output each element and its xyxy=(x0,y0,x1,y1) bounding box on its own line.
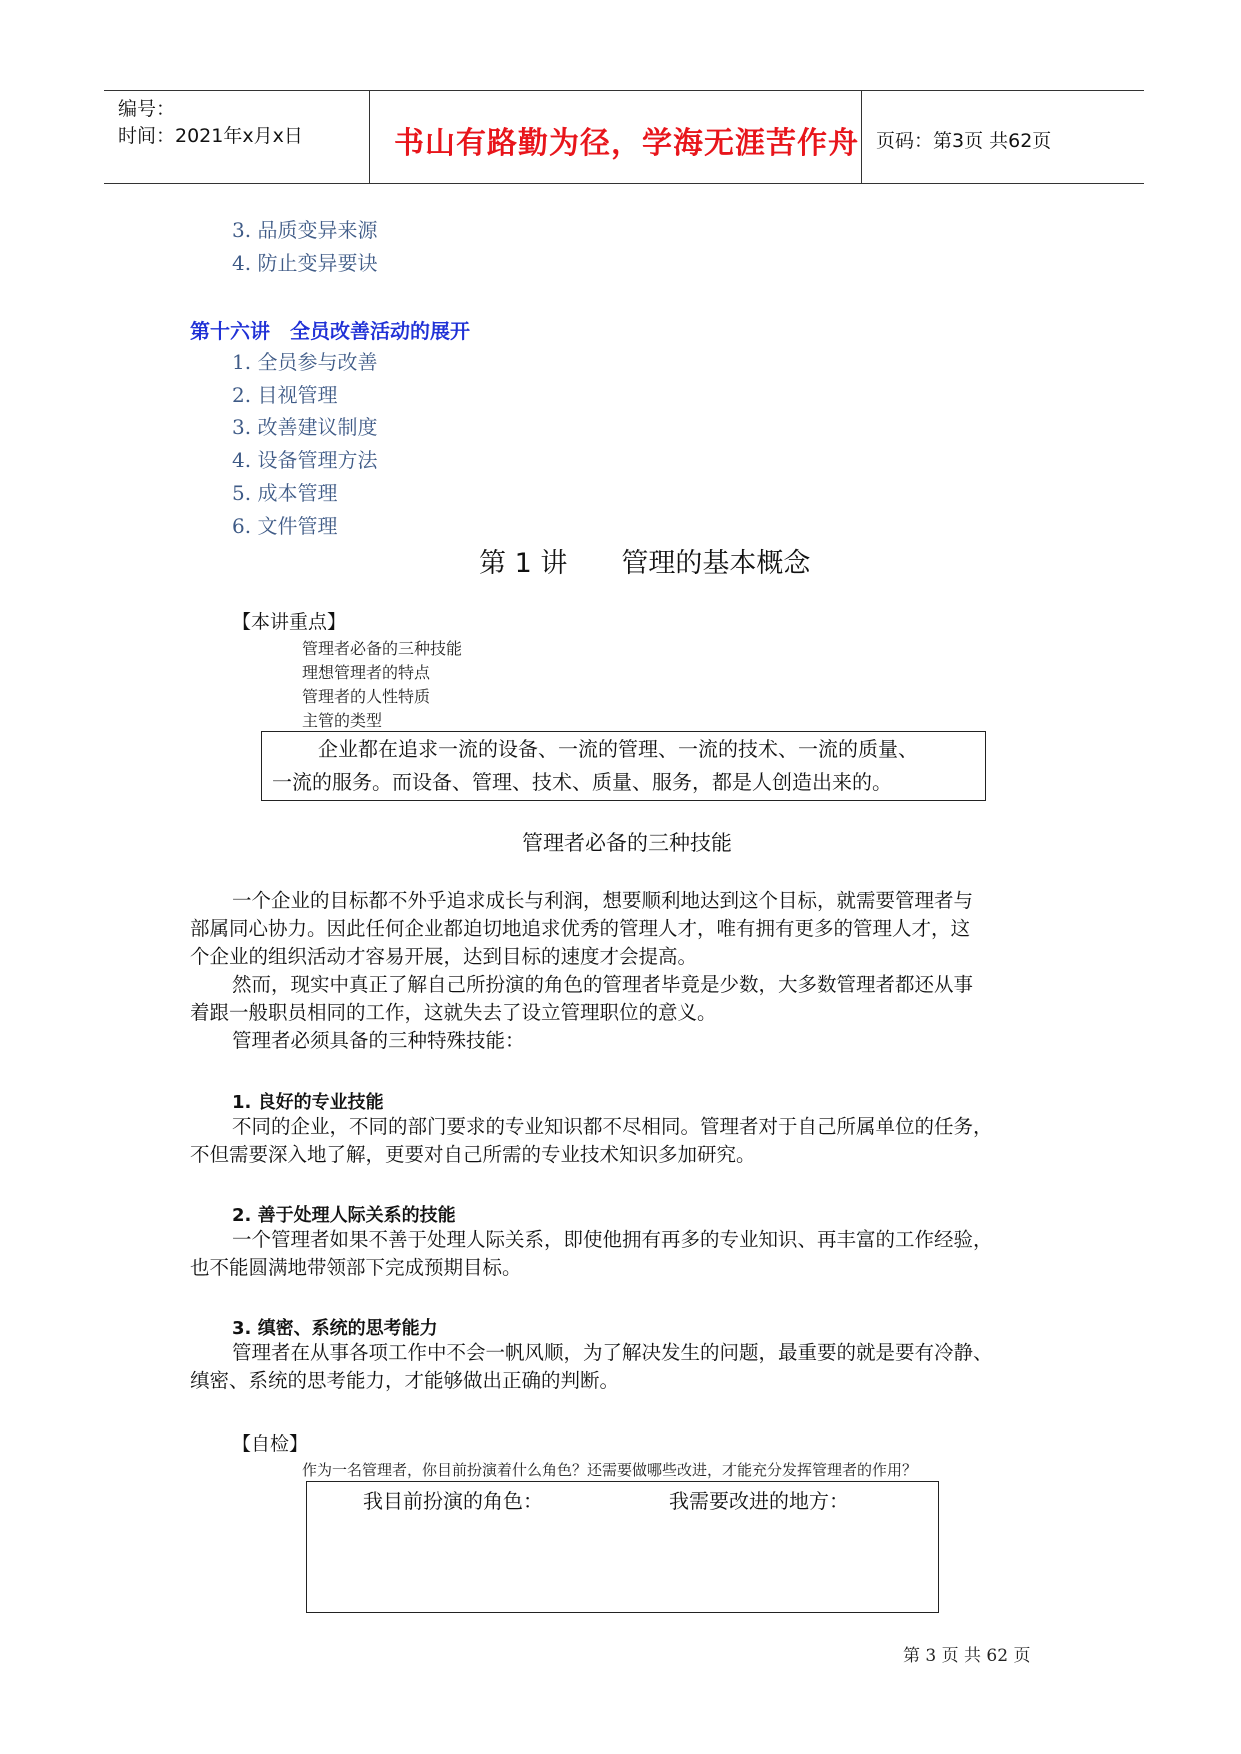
lecture-title: 第 1 讲 管理的基本概念 xyxy=(479,548,811,579)
key-point: 管理者的人性特质 xyxy=(302,687,431,706)
toc-item: 3. 品质变异来源 xyxy=(232,218,378,242)
toc-item: 2. 目视管理 xyxy=(232,383,338,407)
header-divider-right xyxy=(861,91,862,183)
paragraph-line: 不同的企业，不同的部门要求的专业知识都不尽相同。管理者对于自己所属单位的任务， xyxy=(232,1115,993,1138)
paragraph-line: 然而，现实中真正了解自己所扮演的角色的管理者毕竟是少数，大多数管理者都还从事 xyxy=(232,973,974,996)
quote-line: 一流的服务。而设备、管理、技术、质量、服务，都是人创造出来的。 xyxy=(272,770,892,794)
toc-item: 4. 防止变异要诀 xyxy=(232,251,378,275)
paragraph-line: 个企业的组织活动才容易开展，达到目标的速度才会提高。 xyxy=(190,945,698,968)
toc-item: 1. 全员参与改善 xyxy=(232,350,378,374)
toc-item: 3. 改善建议制度 xyxy=(232,415,378,439)
quote-line: 企业都在追求一流的设备、一流的管理、一流的技术、一流的质量、 xyxy=(318,737,918,761)
header-divider-left xyxy=(369,91,370,183)
paragraph-line: 一个企业的目标都不外乎追求成长与利润，想要顺利地达到这个目标，就需要管理者与 xyxy=(232,889,974,912)
skill-heading: 3. 缜密、系统的思考能力 xyxy=(232,1318,438,1339)
toc-item: 4. 设备管理方法 xyxy=(232,448,378,472)
paragraph-line: 部属同心协力。因此任何企业都迫切地追求优秀的管理人才，唯有拥有更多的管理人才，这 xyxy=(190,917,971,940)
toc-item: 6. 文件管理 xyxy=(232,514,338,538)
quote-box xyxy=(261,731,986,801)
toc-lecture-heading: 第十六讲 全员改善活动的展开 xyxy=(190,319,470,343)
self-check-col2: 我需要改进的地方： xyxy=(669,1489,849,1513)
self-check-question: 作为一名管理者，你目前扮演着什么角色？还需要做哪些改进，才能充分发挥管理者的作用？ xyxy=(302,1461,918,1479)
header-number-label: 编号： xyxy=(118,98,176,120)
paragraph-line: 着跟一般职员相同的工作，这就失去了设立管理职位的意义。 xyxy=(190,1001,717,1024)
paragraph-line: 管理者必须具备的三种特殊技能： xyxy=(232,1029,525,1052)
self-check-label: 【自检】 xyxy=(232,1433,309,1455)
header-motto: 书山有路勤为径，学海无涯苦作舟 xyxy=(394,126,859,161)
paragraph-line: 不但需要深入地了解，更要对自己所需的专业技术知识多加研究。 xyxy=(190,1143,756,1166)
paragraph-line: 也不能圆满地带领部下完成预期目标。 xyxy=(190,1256,522,1279)
header-bottom-rule xyxy=(104,183,1144,184)
header-page-label: 页码：第3页 共62页 xyxy=(876,130,1052,152)
section-title: 管理者必备的三种技能 xyxy=(522,831,732,855)
key-points-label: 【本讲重点】 xyxy=(232,611,347,633)
paragraph-line: 管理者在从事各项工作中不会一帆风顺，为了解决发生的问题，最重要的就是要有冷静、 xyxy=(232,1341,993,1364)
skill-heading: 2. 善于处理人际关系的技能 xyxy=(232,1205,456,1226)
key-point: 理想管理者的特点 xyxy=(302,663,431,682)
key-point: 管理者必备的三种技能 xyxy=(302,639,463,658)
skill-heading: 1. 良好的专业技能 xyxy=(232,1092,384,1113)
self-check-col1: 我目前扮演的角色： xyxy=(363,1489,543,1513)
self-check-box xyxy=(306,1481,939,1613)
footer-page-number: 第 3 页 共 62 页 xyxy=(903,1646,1031,1666)
header-top-rule xyxy=(104,90,1144,91)
header-time-label: 时间：2021年x月x日 xyxy=(118,125,303,147)
key-point: 主管的类型 xyxy=(302,711,383,730)
toc-item: 5. 成本管理 xyxy=(232,481,338,505)
paragraph-line: 缜密、系统的思考能力，才能够做出正确的判断。 xyxy=(190,1369,620,1392)
paragraph-line: 一个管理者如果不善于处理人际关系，即使他拥有再多的专业知识、再丰富的工作经验， xyxy=(232,1228,993,1251)
